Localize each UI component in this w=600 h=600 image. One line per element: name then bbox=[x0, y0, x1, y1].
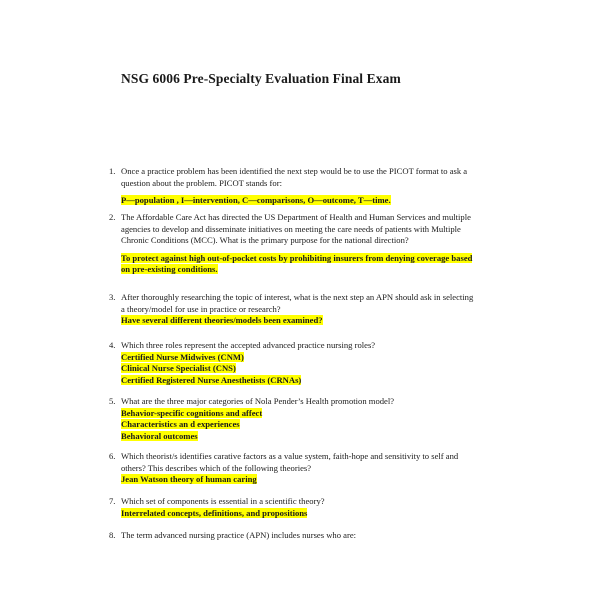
question-number: 7. bbox=[109, 496, 116, 506]
question-6 bbox=[109, 451, 479, 486]
question-text: Which set of components is essential in a scientific theory? bbox=[121, 496, 325, 506]
question-number: 3. bbox=[109, 292, 116, 302]
question-8 bbox=[109, 530, 479, 542]
question-5 bbox=[109, 396, 479, 442]
answer-highlight: Jean Watson theory of human caring bbox=[121, 474, 257, 485]
question-text: After thoroughly researching the topic of interest, what is the next step an APN should ask in selecting a theory/model for use in practice or research? bbox=[121, 292, 474, 314]
answer-highlight: Certified Registered Nurse Anesthetists (CRNAs) bbox=[121, 374, 302, 385]
question-number: 4. bbox=[109, 340, 116, 350]
question-2 bbox=[109, 212, 479, 276]
answer-highlight: Certified Nurse Midwives (CNM) bbox=[121, 351, 244, 362]
question-text: Which theorist/s identifies carative factors as a value system, faith-hope and sensitivity to self and others? This describes which of the following theories? bbox=[121, 451, 459, 473]
answer bbox=[121, 408, 479, 420]
answer bbox=[121, 315, 479, 327]
question-4 bbox=[109, 340, 479, 386]
answer bbox=[121, 195, 479, 207]
answer bbox=[121, 253, 479, 276]
document-title: NSG 6006 Pre-Specialty Evaluation Final Exam bbox=[121, 71, 401, 86]
answer-highlight: Characteristics an d experiences bbox=[121, 419, 240, 430]
question-7 bbox=[109, 496, 479, 519]
answer-highlight: Behavioral outcomes bbox=[121, 430, 198, 441]
question-text: Once a practice problem has been identified the next step would be to use the PICOT format to ask a question about the problem. PICOT stands for: bbox=[121, 166, 468, 188]
question-text: Which three roles represent the accepted advanced practice nursing roles? bbox=[121, 340, 376, 350]
answer-highlight: P—population , I—intervention, C—comparisons, O—outcome, T—time. bbox=[121, 195, 391, 206]
question-number: 1. bbox=[109, 166, 116, 176]
question-number: 6. bbox=[109, 451, 116, 461]
answer-highlight: Have several different theories/models been examined? bbox=[121, 315, 323, 326]
answer-highlight: Interrelated concepts, definitions, and propositions bbox=[121, 507, 308, 518]
answer bbox=[121, 431, 479, 443]
question-text: The term advanced nursing practice (APN) includes nurses who are: bbox=[121, 530, 357, 540]
question-text: The Affordable Care Act has directed the US Department of Health and Human Services and multiple agencies to develop and disseminate initiatives on meeting the care needs of patients with Multiple Chronic Conditions (MCC). What is the primary purpose for the national direction? bbox=[121, 212, 471, 246]
answer bbox=[121, 419, 479, 431]
answer bbox=[121, 375, 479, 387]
answer bbox=[121, 508, 479, 520]
answer-highlight: Behavior-specific cognitions and affect bbox=[121, 407, 263, 418]
question-number: 5. bbox=[109, 396, 116, 406]
question-number: 8. bbox=[109, 530, 116, 540]
answer bbox=[121, 352, 479, 364]
answer bbox=[121, 363, 479, 375]
question-text: What are the three major categories of Nola Pender’s Health promotion model? bbox=[121, 396, 395, 406]
answer-highlight: To protect against high out-of-pocket costs by prohibiting insurers from denying coverage based on pre-existing conditions. bbox=[121, 252, 473, 275]
answer bbox=[121, 474, 479, 486]
question-number: 2. bbox=[109, 212, 116, 222]
question-1 bbox=[109, 166, 479, 207]
question-3 bbox=[109, 292, 479, 327]
answer-highlight: Clinical Nurse Specialist (CNS) bbox=[121, 363, 236, 374]
